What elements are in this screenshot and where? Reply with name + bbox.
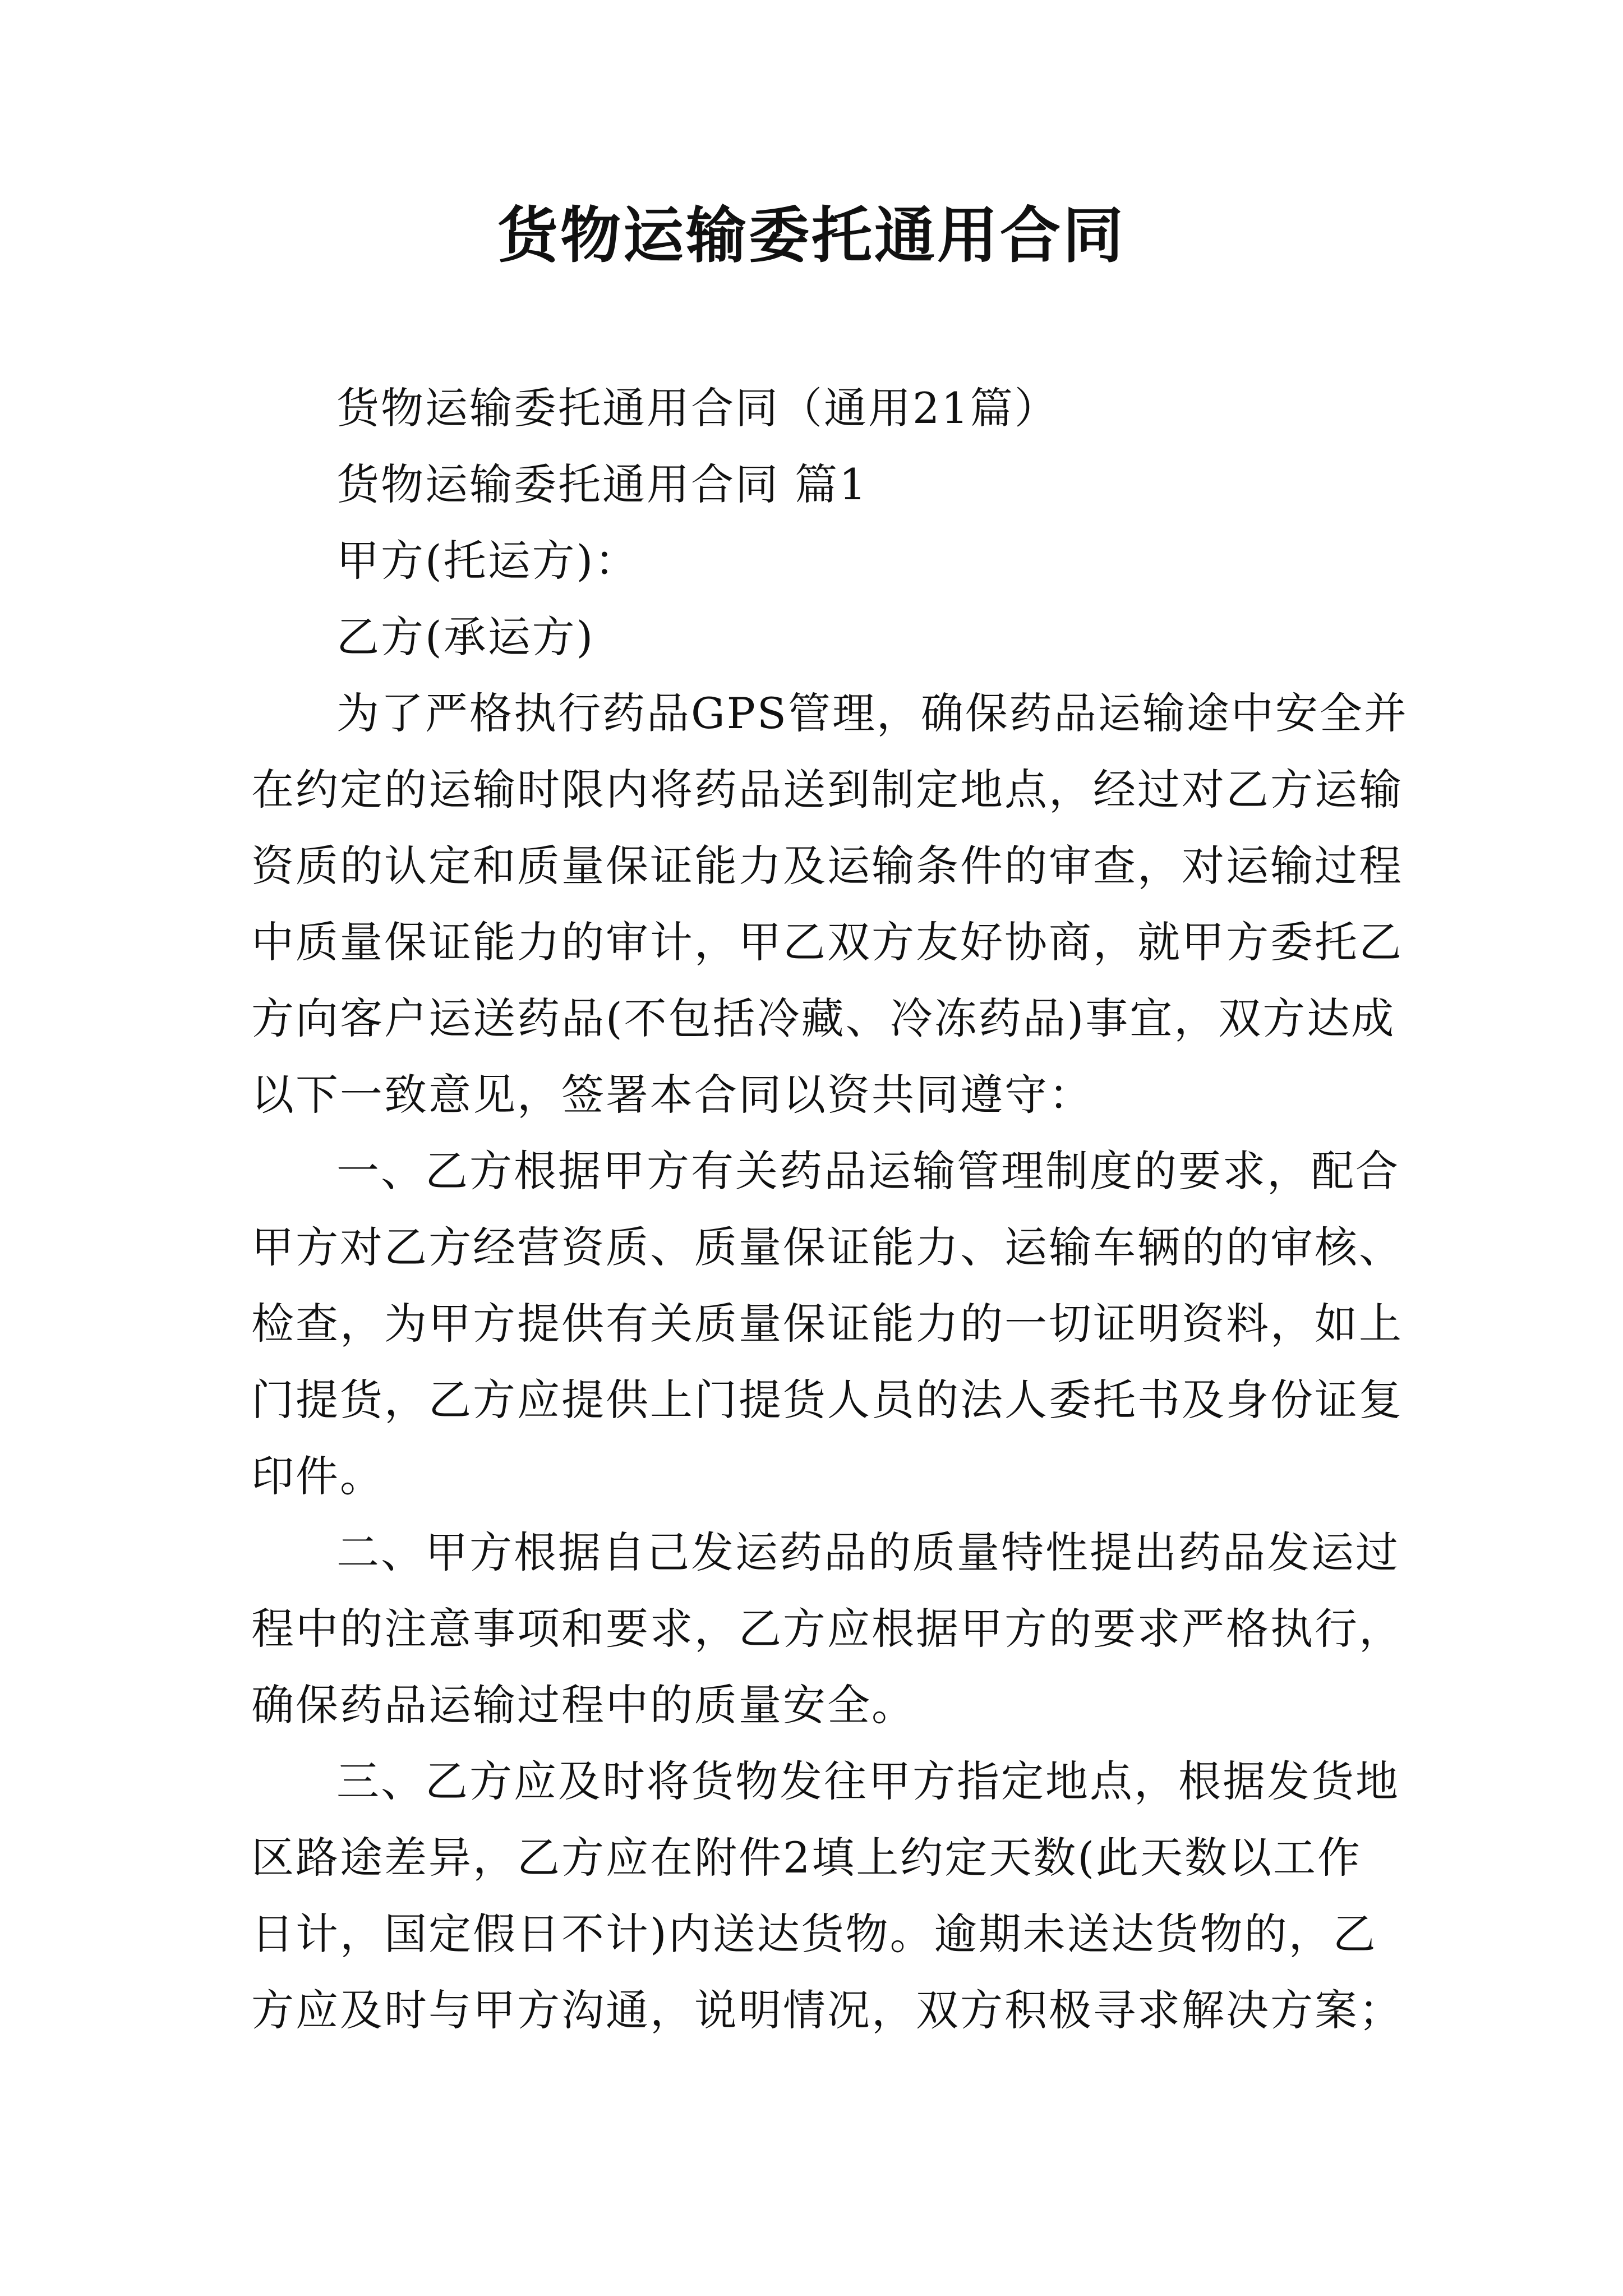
text-line: 甲方对乙方经营资质、质量保证能力、运输车辆的的审核、 xyxy=(251,1222,1403,1272)
text-line: 区路途差异，乙方应在附件2填上约定天数(此天数以工作 xyxy=(251,1833,1362,1883)
document-body xyxy=(251,370,1408,2049)
text-line: 印件。 xyxy=(251,1451,384,1501)
text-line: 资质的认定和质量保证能力及运输条件的审查，对运输过程 xyxy=(251,841,1403,891)
text-line: 以下一致意见，签署本合同以资共同遵守： xyxy=(251,1070,1093,1120)
text-line: 三、乙方应及时将货物发往甲方指定地点，根据发货地 xyxy=(336,1756,1400,1806)
text-line: 方应及时与甲方沟通，说明情况，双方积极寻求解决方案； xyxy=(251,1985,1403,2035)
text-line: 门提货，乙方应提供上门提货人员的法人委托书及身份证复 xyxy=(251,1375,1403,1425)
text-line: 方向客户运送药品(不包括冷藏、冷冻药品)事宜，双方达成 xyxy=(251,993,1396,1043)
text-line: 检查，为甲方提供有关质量保证能力的一切证明资料，如上 xyxy=(251,1299,1403,1349)
text-line: 二、甲方根据自己发运药品的质量特性提出药品发运过 xyxy=(336,1527,1400,1577)
text-line: 甲方(托运方)： xyxy=(336,536,639,586)
text-line: 货物运输委托通用合同 篇1 xyxy=(336,459,868,509)
text-line: 乙方(承运方) xyxy=(336,612,595,662)
document-title: 货物运输委托通用合同 xyxy=(497,200,1126,271)
text-line: 一、乙方根据甲方有关药品运输管理制度的要求，配合 xyxy=(336,1146,1400,1196)
text-line: 在约定的运输时限内将药品送到制定地点，经过对乙方运输 xyxy=(251,765,1403,815)
text-line: 为了严格执行药品GPS管理，确保药品运输途中安全并 xyxy=(336,688,1408,738)
text-line: 确保药品运输过程中的质量安全。 xyxy=(251,1680,916,1730)
text-line: 货物运输委托通用合同（通用21篇） xyxy=(336,383,1059,433)
text-line: 程中的注意事项和要求，乙方应根据甲方的要求严格执行， xyxy=(251,1604,1403,1654)
text-line: 中质量保证能力的审计，甲乙双方友好协商，就甲方委托乙 xyxy=(251,917,1403,967)
text-line: 日计，国定假日不计)内送达货物。逾期未送达货物的，乙 xyxy=(251,1909,1377,1959)
